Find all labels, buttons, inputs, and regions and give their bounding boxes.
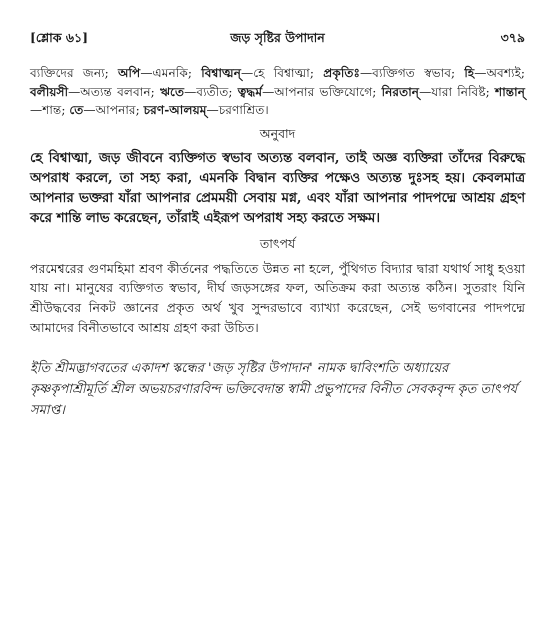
- synonym-term: চরণ-আলয়ম্: [143, 103, 207, 118]
- purport-paragraph: পরমেশ্বরের গুণমহিমা শ্রবণ কীর্তনের পদ্ধতিতে উন্নত না হলে, পুঁথিগত বিদ্যার দ্বারা যথার্থ সাধু হওয়া যায় না। মানুষের ব্যক্তিগত স্বভাব, দীর্ঘ জড়সঙ্গের ফল, অতিক্রম করা অত্যন্ত কঠিন। সুতরাং যিনি শ্রীউদ্ধবের নিকট জ্ঞানের প্রকৃত অর্থ খুব সুন্দরভাবে ব্যাখ্যা করেছেন, সেই ভগবানের পাদপদ্মে আমাদের বিনীতভাবে আশ্রয় গ্রহণ করা উচিত।: [30, 260, 525, 335]
- synonym-meaning: —ব্যক্তিগত স্বভাব;: [359, 66, 465, 80]
- synonym-meaning: —হে বিশ্বাত্মা;: [241, 66, 324, 80]
- page-number: ৩৭৯: [500, 30, 525, 45]
- book-page: [30, 30, 525, 421]
- chapter-title: জড় সৃষ্টির উপাদান: [230, 30, 325, 45]
- synonym-meaning: —শান্ত;: [30, 103, 70, 118]
- synonym-meaning: —এমনকি;: [140, 66, 202, 80]
- translation-heading: অনুবাদ: [259, 125, 296, 141]
- synonym-term: বিশ্বাত্মন্: [201, 66, 241, 80]
- synonym-meaning: —আপনার;: [83, 103, 144, 118]
- synonym-term: ত্বদ্ধর্ম: [237, 84, 263, 99]
- synonym-meaning: ব্যক্তিদের জন্য;: [30, 66, 118, 80]
- translation-paragraph: হে বিশ্বাত্মা, জড় জীবনে ব্যক্তিগত স্বভাব অত্যন্ত বলবান, তাই অজ্ঞ ব্যক্তিরা তাঁদের বিরুদ্ধে অপরাধ করলে, তা সহ্য করা, এমনকি বিদ্বান ব্যক্তির পক্ষেও অত্যন্ত দুঃসহ হয়। কেবলমাত্র আপনার ভক্তরা যাঁরা আপনার প্রেমময়ী সেবায় মগ্ন, এবং যাঁরা আপনার পাদপদ্মে আশ্রয় গ্রহণ করে শান্তি লাভ করেছেন, তাঁরাই এইরূপ অপরাধ সহ্য করতে সক্ষম।: [30, 150, 525, 227]
- synonym-meaning: —অবশ্যই;: [474, 66, 526, 80]
- synonyms-paragraph: [30, 64, 525, 120]
- synonym-meaning: —অত্যন্ত বলবান;: [68, 84, 160, 99]
- synonym-term: শান্তান্: [495, 84, 525, 99]
- synonym-term: ঋতে: [159, 84, 185, 99]
- synonym-term: অপি: [118, 66, 141, 80]
- chapter-colophon: ইতি শ্রীমদ্ভাগবতের একাদশ স্কন্ধের 'জড় সৃষ্টির উপাদান' নামক দ্বাবিংশতি অধ্যায়ের কৃষ্ণকৃপাশ্রীমূর্তি শ্রীল অভয়চরণারবিন্দ ভক্তিবেদান্ত স্বামী প্রভুপাদের বিনীত সেবকবৃন্দ কৃত তাৎপর্য সমাপ্ত।: [30, 360, 518, 418]
- purport-heading: তাৎপর্য: [259, 235, 296, 251]
- synonym-meaning: —ব্যতীত;: [184, 84, 238, 99]
- running-header: [30, 30, 525, 50]
- synonym-term: তে: [69, 103, 84, 118]
- synonym-term: নিরতান্: [381, 84, 420, 99]
- synonym-meaning: —আপনার ভক্তিযোগে;: [262, 84, 382, 99]
- synonym-meaning: —চরণাশ্রিত।: [206, 103, 269, 118]
- synonym-term: বলীয়সী: [30, 84, 69, 99]
- verse-number: [শ্লোক ৬১]: [30, 30, 89, 45]
- synonym-term: হি: [464, 66, 475, 80]
- synonym-meaning: —যারা নিবিষ্ট;: [419, 84, 496, 99]
- synonym-term: প্রকৃতিঃ: [323, 66, 360, 80]
